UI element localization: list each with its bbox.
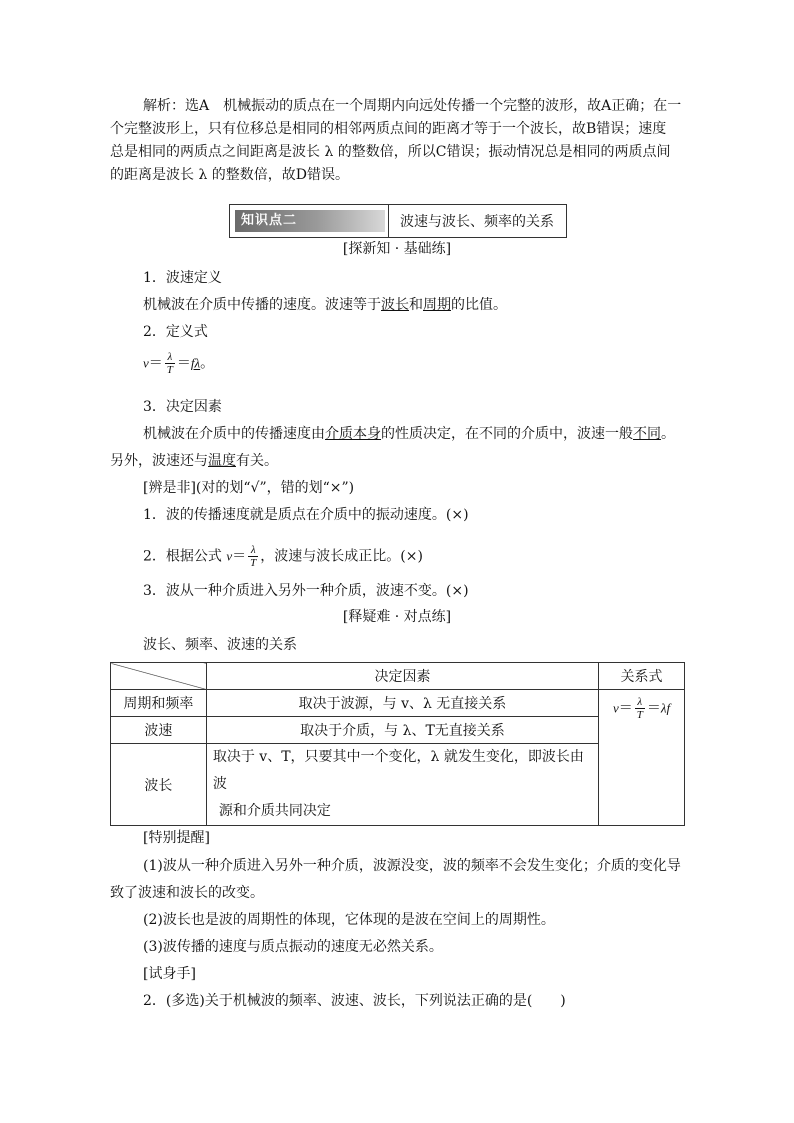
section-sub-heading: [探新知 · 基础练] bbox=[342, 241, 452, 257]
tips-heading: [特别提醒] bbox=[143, 830, 210, 846]
wave-speed-definition-text: 机械波在介质中传播的速度。波速等于波长和周期的比值。 bbox=[143, 297, 507, 313]
table-row bbox=[111, 690, 685, 717]
blank-medium-itself: 介质本身 bbox=[325, 426, 381, 442]
determining-factors-text-2: 另外，波速还与温度有关。 bbox=[110, 453, 278, 469]
tip-3: (3)波传播的速度与质点振动的速度无必然关系。 bbox=[143, 939, 443, 955]
table-row bbox=[111, 717, 685, 744]
section-sub-heading-2: [释疑难 · 对点练] bbox=[342, 609, 452, 625]
tip-1-line-1: (1)波从一种介质进入另外一种介质，波源没变，波的频率不会发生变化；介质的变化导 bbox=[143, 858, 681, 874]
row-label: 波速 bbox=[111, 717, 207, 744]
analysis-line-1: 解析：选A 机械振动的质点在一个周期内向远处传播一个完整的波形，故A正确；在一 bbox=[143, 98, 682, 114]
fraction-lambda-over-t: $\frac{\lambda}{T}$ bbox=[636, 696, 643, 721]
blank-period: 周期 bbox=[423, 297, 451, 313]
definition-formula-heading: 2．定义式 bbox=[143, 324, 208, 340]
definition-formula: v＝ $\frac{\lambda}{T}$ ＝fλ。 bbox=[143, 351, 215, 376]
analysis-line-3: 总是相同的两质点之间距离是波长 λ 的整数倍，所以C错误；振动情况总是相同的两质点间 bbox=[110, 144, 671, 160]
knowledge-point-box bbox=[229, 204, 567, 238]
diagonal-header-cell bbox=[111, 663, 207, 690]
relation-formula-cell: v＝ $\frac{\lambda}{T}$ ＝λf bbox=[599, 690, 685, 826]
table-header-row bbox=[111, 663, 685, 690]
header-factors: 决定因素 bbox=[206, 663, 598, 690]
analysis-line-2: 个完整波形上，只有位移总是相同的相邻两质点间的距离才等于一个波长，故B错误；速度 bbox=[110, 121, 667, 137]
table-caption: 波长、频率、波速的关系 bbox=[143, 637, 297, 653]
knowledge-point-tag: 知识点二 bbox=[235, 210, 385, 232]
blank-f-lambda: fλ bbox=[190, 355, 201, 371]
question-2: 2．(多选)关于机械波的频率、波速、波长，下列说法正确的是( ) bbox=[143, 993, 566, 1009]
row-factor: 取决于 v、T，只要其中一个变化，λ 就发生变化，即波长由波 源和介质共同决定 bbox=[206, 744, 598, 826]
fraction-lambda-over-t: $\frac{\lambda}{T}$ bbox=[166, 351, 173, 376]
judge-item-3: 3．波从一种介质进入另外一种介质，波速不变。(×) bbox=[143, 583, 469, 599]
determining-factors-text-1: 机械波在介质中的传播速度由介质本身的性质决定，在不同的介质中，波速一般不同。 bbox=[143, 426, 675, 442]
table-row bbox=[111, 744, 685, 826]
judge-item-2: 2．根据公式 v＝ $\frac{\lambda}{T}$ ，波速与波长成正比。(×) bbox=[143, 544, 423, 569]
header-relation: 关系式 bbox=[599, 663, 685, 690]
knowledge-point-title: 波速与波长、频率的关系 bbox=[400, 214, 554, 230]
judge-item-1: 1．波的传播速度就是质点在介质中的振动速度。(×) bbox=[143, 507, 469, 523]
row-factor: 取决于介质，与 λ、T无直接关系 bbox=[206, 717, 598, 744]
judge-heading: [辨是非](对的划“√”，错的划“×”) bbox=[143, 480, 355, 496]
fraction-lambda-over-t: $\frac{\lambda}{T}$ bbox=[250, 544, 257, 569]
blank-temperature: 温度 bbox=[208, 453, 236, 469]
tip-1-line-2: 致了波速和波长的改变。 bbox=[110, 885, 264, 901]
row-label: 波长 bbox=[111, 744, 207, 826]
wave-speed-definition-heading: 1．波速定义 bbox=[143, 270, 222, 286]
trial-heading: [试身手] bbox=[143, 966, 196, 982]
relationship-table bbox=[110, 662, 685, 826]
analysis-line-4: 的距离是波长 λ 的整数倍，故D错误。 bbox=[110, 167, 349, 183]
row-label: 周期和频率 bbox=[111, 690, 207, 717]
blank-wavelength: 波长 bbox=[381, 297, 409, 313]
box-divider bbox=[388, 205, 389, 237]
tip-2: (2)波长也是波的周期性的体现，它体现的是波在空间上的周期性。 bbox=[143, 912, 555, 928]
blank-different: 不同 bbox=[633, 426, 661, 442]
row-factor: 取决于波源，与 v、λ 无直接关系 bbox=[206, 690, 598, 717]
determining-factors-heading: 3．决定因素 bbox=[143, 399, 222, 415]
